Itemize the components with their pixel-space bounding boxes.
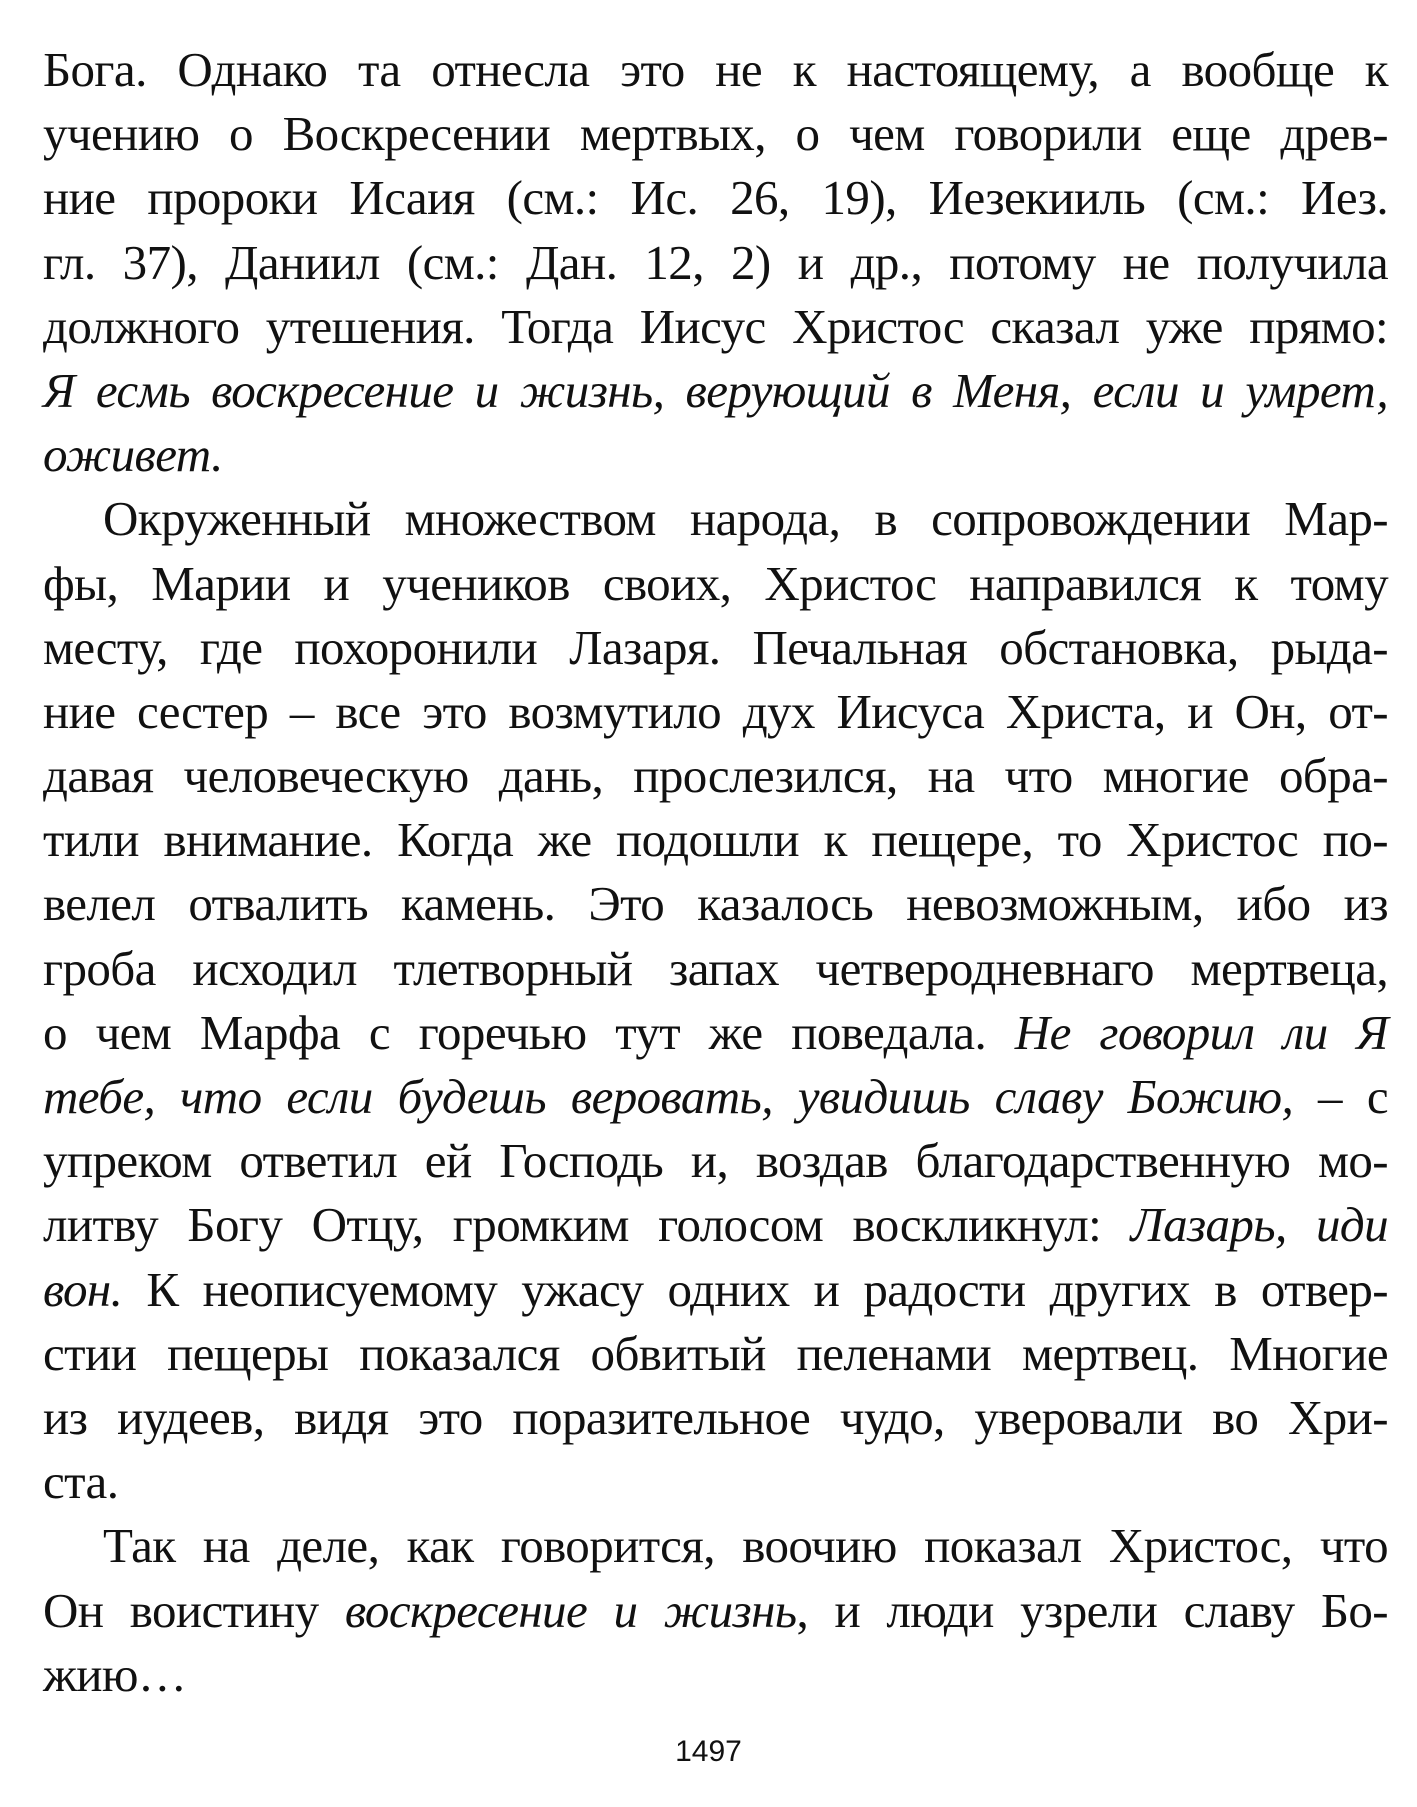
page-number: 1497 <box>675 1735 742 1768</box>
text-line <box>43 1065 1388 1129</box>
text-line <box>43 808 1388 872</box>
italic-run: Лазарь, иди <box>1130 1197 1388 1253</box>
text-line <box>43 423 1388 487</box>
text-run: ние пророки Исаия (см.: Ис. 26, 19), Иезекииль (см.: Иез. <box>43 170 1388 226</box>
text-line <box>43 102 1388 166</box>
page-body <box>43 38 1388 1707</box>
text-run: ста. <box>43 1454 119 1510</box>
text-run: тили внимание. Когда же подошли к пещере, то Христос по- <box>43 812 1388 868</box>
text-line <box>43 680 1388 744</box>
text-run: учению о Воскресении мертвых, о чем говорили еще древ- <box>43 106 1388 162</box>
text-line <box>43 1258 1388 1322</box>
text-line <box>43 1193 1388 1257</box>
text-line <box>43 616 1388 680</box>
text-line <box>43 231 1388 295</box>
text-run: гроба исходил тлетворный запах четверодневнаго мертвеца, <box>43 940 1388 996</box>
text-line <box>43 1643 1388 1707</box>
text-run: фы, Марии и учеников своих, Христос направился к тому <box>43 555 1388 611</box>
text-line <box>43 1129 1388 1193</box>
text-line <box>43 1579 1388 1643</box>
text-run: Окруженный множеством народа, в сопровождении Мар- <box>103 491 1388 547</box>
text-run: из иудеев, видя это поразительное чудо, уверовали во Хри- <box>43 1389 1388 1445</box>
text-run: должного утешения. Тогда Иисус Христос сказал уже прямо: <box>43 298 1388 354</box>
text-line <box>43 487 1388 551</box>
text-line <box>43 552 1388 616</box>
paragraph <box>43 38 1388 487</box>
text-run: литву Богу Отцу, громким голосом воскликнул: <box>43 1197 1131 1253</box>
text-run: – с <box>1293 1069 1388 1124</box>
text-run: Бога. Однако та отнесла это не к настоящему, а вообще к <box>43 42 1388 97</box>
text-run: ние сестер – все это возмутило дух Иисуса Христа, и Он, от- <box>43 683 1388 739</box>
text-run: , и люди узрели славу Бо- <box>796 1582 1388 1638</box>
italic-run: Я есмь воскресение и жизнь, верующий в Меня, если и умрет, <box>43 362 1388 418</box>
text-line <box>43 1001 1388 1065</box>
text-line <box>43 38 1388 102</box>
text-line <box>43 1322 1388 1386</box>
text-run: давая человеческую дань, прослезился, на что многие обра- <box>43 748 1388 804</box>
text-run: гл. 37), Даниил (см.: Дан. 12, 2) и др., потому не получила <box>43 234 1388 290</box>
paragraph <box>43 1514 1388 1707</box>
text-run: стии пещеры показался обвитый пеленами мертвец. Многие <box>43 1325 1388 1381</box>
text-line <box>43 295 1388 359</box>
italic-run: воскресение и жизнь <box>344 1582 797 1638</box>
text-line <box>43 937 1388 1001</box>
italic-run: вон. <box>43 1261 123 1317</box>
text-run: К неописуемому ужасу одних и радости других в отвер- <box>122 1261 1388 1317</box>
text-run: о чем Марфа с горечью тут же поведала. <box>43 1004 1015 1060</box>
italic-run: Не говорил ли Я <box>1014 1004 1388 1060</box>
text-line <box>43 872 1388 936</box>
italic-run: тебе, что если будешь веровать, увидишь славу Божию, <box>43 1069 1294 1124</box>
text-run: месту, где похоронили Лазаря. Печальная обстановка, рыда- <box>43 619 1388 675</box>
paragraph <box>43 487 1388 1514</box>
text-run: упреком ответил ей Господь и, воздав благодарственную мо- <box>43 1133 1388 1189</box>
text-line <box>43 1514 1388 1578</box>
text-line <box>43 166 1388 230</box>
text-line <box>43 359 1388 423</box>
text-run: Он воистину <box>43 1582 345 1638</box>
text-run: жию… <box>43 1646 187 1702</box>
text-line <box>43 1386 1388 1450</box>
text-run: Так на деле, как говорится, воочию показал Христос, что <box>103 1518 1388 1574</box>
italic-run: оживет. <box>43 427 223 483</box>
text-run: велел отвалить камень. Это казалось невозможным, ибо из <box>43 876 1388 932</box>
text-line <box>43 1450 1388 1514</box>
text-line <box>43 744 1388 808</box>
